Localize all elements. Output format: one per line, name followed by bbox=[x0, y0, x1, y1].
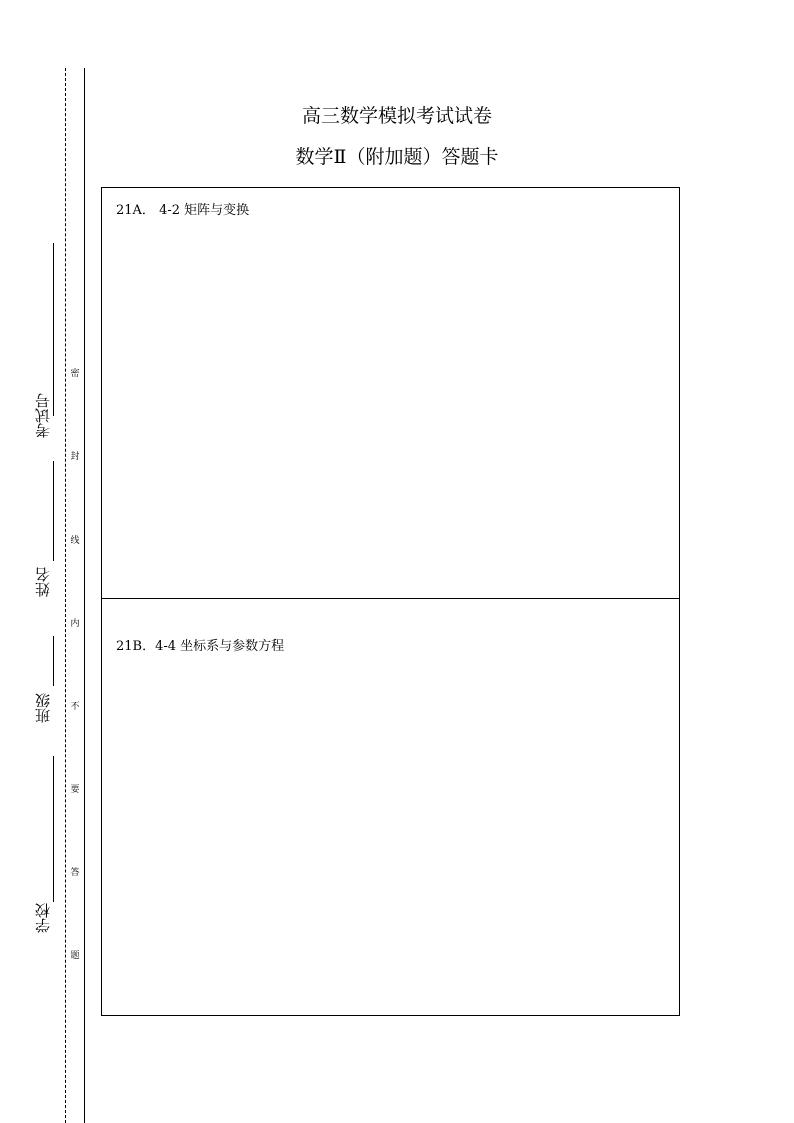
seal-char: 不 bbox=[70, 702, 80, 712]
seal-char: 内 bbox=[70, 619, 80, 629]
school-underline bbox=[53, 756, 54, 902]
school-label: 学校 bbox=[34, 903, 52, 933]
seal-char: 题 bbox=[70, 951, 80, 961]
name-underline bbox=[53, 461, 54, 561]
name-field[interactable] bbox=[32, 461, 54, 597]
seal-char: 答 bbox=[70, 868, 80, 878]
binding-dashed-line bbox=[65, 68, 66, 1123]
seal-char: 封 bbox=[70, 452, 80, 462]
binding-solid-line bbox=[84, 68, 85, 1123]
answer-box bbox=[101, 187, 680, 1016]
question-21b-label: 21B．4-4 坐标系与参数方程 bbox=[116, 639, 285, 654]
class-label: 班级 bbox=[34, 693, 52, 723]
class-field[interactable] bbox=[32, 636, 54, 723]
seal-char: 密 bbox=[70, 369, 80, 379]
exam-title: 高三数学模拟考试试卷 bbox=[301, 105, 492, 127]
class-underline bbox=[53, 636, 54, 686]
seal-char: 线 bbox=[70, 536, 80, 546]
name-label: 姓名 bbox=[34, 567, 52, 597]
section-divider bbox=[102, 598, 679, 599]
answer-card-title: 数学Ⅱ（附加题）答题卡 bbox=[295, 146, 499, 168]
seal-char: 要 bbox=[70, 785, 80, 795]
school-field[interactable] bbox=[32, 756, 54, 933]
question-21a-label: 21A． 4-2 矩阵与变换 bbox=[116, 203, 250, 218]
exam-number-underline bbox=[53, 243, 54, 416]
exam-number-label: 考试号 bbox=[34, 393, 52, 438]
exam-number-field[interactable] bbox=[32, 243, 54, 438]
